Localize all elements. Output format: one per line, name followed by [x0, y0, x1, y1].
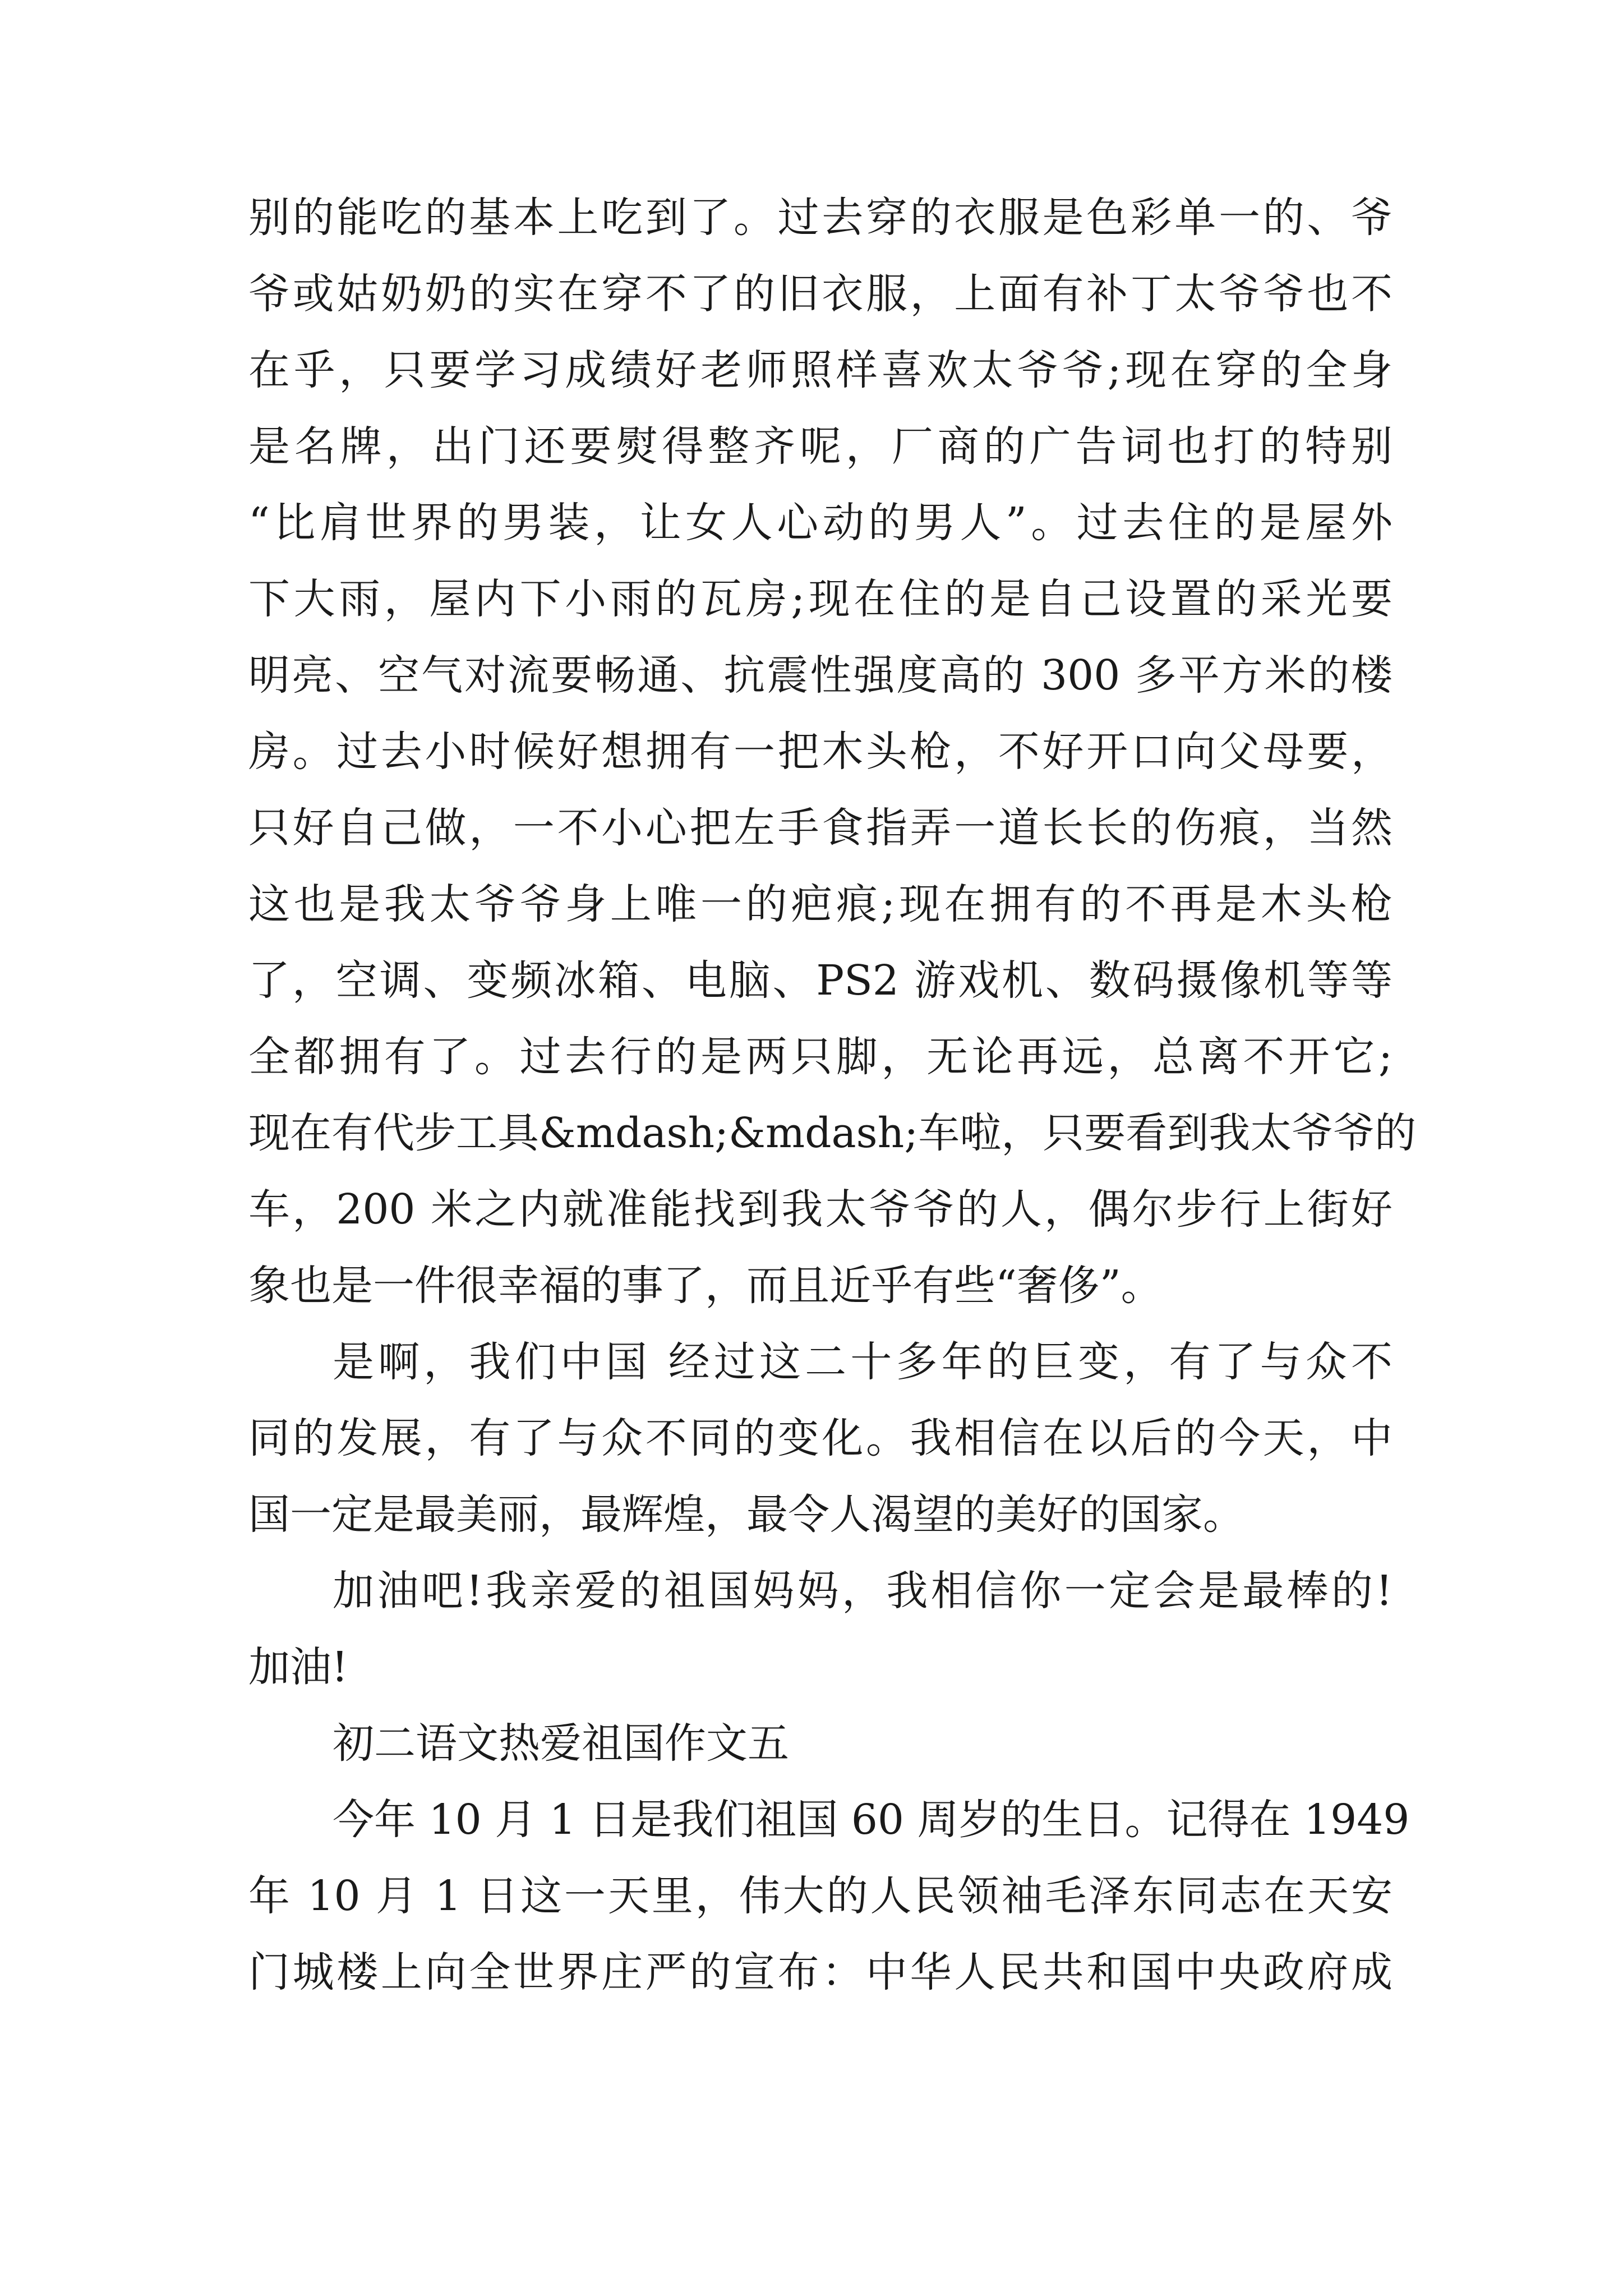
text-line: 国一定是最美丽，最辉煌，最令人渴望的美好的国家。: [248, 1490, 1244, 1539]
text-line: 年 10 月 1 日这一天里，伟大的人民领袖毛泽东同志在天安: [248, 1872, 1393, 1920]
text-line: “比肩世界的男装，让女人心动的男人”。过去住的是屋外: [248, 499, 1393, 547]
text-line: 房。过去小时候好想拥有一把木头枪，不好开口向父母要，: [248, 728, 1393, 776]
text-line: 现在有代步工具&mdash;&mdash;车啦，只要看到我太爷爷的: [248, 1109, 1417, 1157]
text-line: 门城楼上向全世界庄严的宣布：中华人民共和国中央政府成: [248, 1948, 1393, 1996]
text-line: 了，空调、变频冰箱、电脑、PS2 游戏机、数码摄像机等等: [248, 956, 1393, 1005]
text-line: 加油!: [248, 1643, 348, 1691]
text-line: 加油吧!我亲爱的祖国妈妈，我相信你一定会是最棒的!: [333, 1567, 1393, 1615]
text-line: 爷或姑奶奶的实在穿不了的旧衣服，上面有补丁太爷爷也不: [248, 270, 1393, 318]
text-line: 初二语文热爱祖国作文五: [333, 1719, 789, 1768]
text-line: 是名牌，出门还要熨得整齐呢，厂商的广告词也打的特别: [248, 422, 1393, 471]
text-line: 全都拥有了。过去行的是两只脚，无论再远，总离不开它;: [248, 1033, 1393, 1081]
document-body: [248, 180, 1417, 2010]
text-line: 别的能吃的基本上吃到了。过去穿的衣服是色彩单一的、爷: [248, 194, 1393, 242]
text-line: 是啊，我们中国 经过这二十多年的巨变，有了与众不: [333, 1338, 1393, 1386]
text-line: 下大雨，屋内下小雨的瓦房;现在住的是自己设置的采光要: [248, 575, 1393, 623]
text-line: 在乎，只要学习成绩好老师照样喜欢太爷爷;现在穿的全身: [248, 346, 1393, 394]
text-line: 同的发展，有了与众不同的变化。我相信在以后的今天，中: [248, 1414, 1393, 1462]
text-line: 车，200 米之内就准能找到我太爷爷的人，偶尔步行上街好: [248, 1185, 1393, 1234]
text-line: 象也是一件很幸福的事了，而且近乎有些“奢侈”。: [248, 1262, 1163, 1310]
text-line: 只好自己做，一不小心把左手食指弄一道长长的伤痕，当然: [248, 804, 1393, 852]
text-line: 明亮、空气对流要畅通、抗震性强度高的 300 多平方米的楼: [248, 651, 1393, 700]
text-line: 这也是我太爷爷身上唯一的疤痕;现在拥有的不再是木头枪: [248, 880, 1393, 928]
text-line: 今年 10 月 1 日是我们祖国 60 周岁的生日。记得在 1949: [333, 1796, 1410, 1844]
